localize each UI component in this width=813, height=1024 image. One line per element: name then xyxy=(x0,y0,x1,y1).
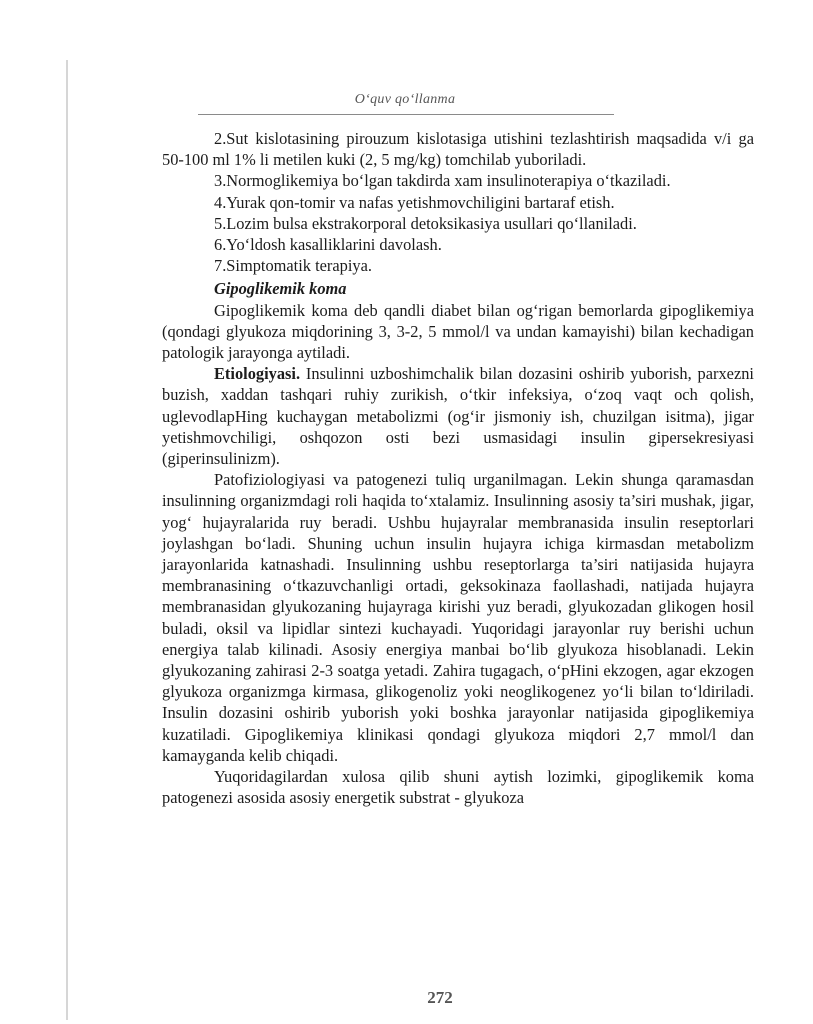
running-head: O‘quv qo‘llanma xyxy=(354,92,456,107)
list-item-3: 3.Normoglikemiya bo‘lgan takdirda xam insulinoterapiya o‘tkaziladi. xyxy=(214,171,671,191)
list-item-5: 5.Lozim bulsa ekstrakorporal detoksikasiya usullari qo‘llaniladi. xyxy=(214,213,637,233)
list-item-4: 4.Yurak qon-tomir va nafas yetishmovchiligini bartaraf etish. xyxy=(214,192,615,212)
conclusion-paragraph: Yuqoridagilardan xulosa qilib shuni aytish lozimki, gipoglikemik koma patogenezi asosida asosiy energetik substrat - glyukoza xyxy=(162,767,754,808)
page-body xyxy=(162,128,754,809)
header-rule xyxy=(198,114,614,115)
etiology-label: Etiologiyasi. xyxy=(214,364,301,384)
definition-paragraph: Gipoglikemik koma deb qandli diabet bilan og‘rigan bemorlarda gipoglikemiya (qondagi glyukoza miqdorining 3, 3-2, 5 mmol/l va undan kamayishi) bilan kechadigan patologik jarayonga aytiladi. xyxy=(162,300,754,363)
list-item-6: 6.Yo‘ldosh kasalliklarini davolash. xyxy=(214,235,442,255)
etiology-text: Insulinni uzboshimchalik bilan dozasini oshirib yuborish, parxezni buzish, xaddan tashqari ruhiy zurikish, o‘tkir infeksiya, o‘zoq vaqt och qolish, uglevodlapHing kuchaygan metabolizmi (og‘ir jismoniy ish, chuzilgan isitma), jigar yetishmovchiligi, oshqozon osti bezi usmasidagi insulin gipersekresiyasi (giperinsulinizm). xyxy=(162,364,754,469)
page-number: 272 xyxy=(427,988,453,1007)
etiology-paragraph xyxy=(162,363,754,469)
list-item-2: 2.Sut kislotasining pirouzum kislotasiga utishini tezlashtirish maqsadida v/i ga 50-100 ml 1% li metilen kuki (2, 5 mg/kg) tomchilab yuboriladi. xyxy=(162,129,754,170)
pathophysiology-paragraph: Patofiziologiyasi va patogenezi tuliq urganilmagan. Lekin shunga qaramasdan insulinning organizmdagi roli haqida to‘xtalamiz. Insulinning asosiy ta’siri mushak, jigar, yog‘ hujayralarida ruy beradi. Ushbu hujayralar membranasida insulin reseptorlari joylashgan bo‘ladi. Shuning uchun insulin hujayra ichiga kirmasdan metabolizm jarayonlarida katnashadi. Insulinning ushbu reseptorlarga ta’siri natijasida hujayra membranasining o‘tkazuvchanligi ortadi, geksokinaza faollashadi, natijada hujayra membranasidan glyukozaning hujayraga kirishi yuz beradi, glyukozadan glikogen hosil buladi, oksil va lipidlar sintezi kuchayadi. Yuqoridagi jarayonlar ruy berishi uchun energiya talab kilinadi. Asosiy energiya manbai bo‘lib glyukoza hisoblanadi. Lekin glyukozaning zahirasi 2-3 soatga yetadi. Zahira tugagach, o‘pHini ekzogen, agar ekzogen glyukoza organizmga kirmasa, glikogenoliz yoki neoglikogenez yo‘li bilan to‘ldiriladi. Insulin dozasini oshirib yuborish yoki boshka jarayonlar natijasida gipoglikemiya kuzatiladi. Gipoglikemiya klinikasi qondagi glyukoza miqdori 2,7 mmol/l dan kamayganda kelib chiqadi. xyxy=(162,470,754,765)
page-edge-line xyxy=(66,60,68,1020)
section-title: Gipoglikemik koma xyxy=(214,279,347,299)
page-margin xyxy=(0,0,66,1024)
list-item-7: 7.Simptomatik terapiya. xyxy=(214,256,372,276)
